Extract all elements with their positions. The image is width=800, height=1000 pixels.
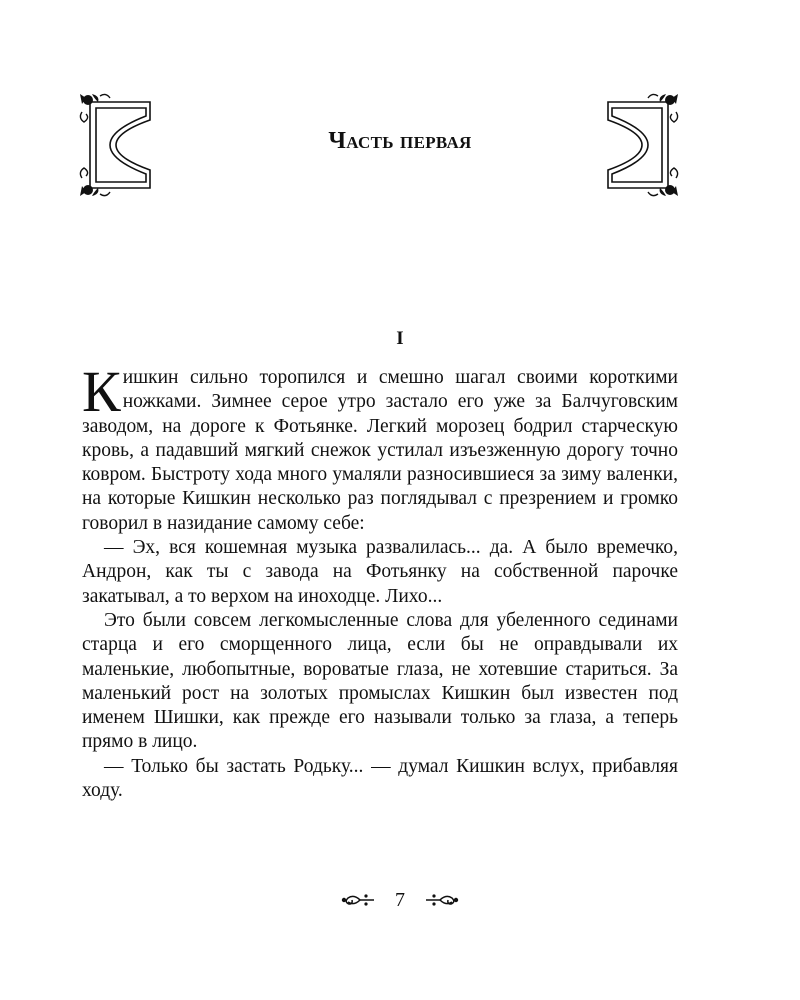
paragraph-1-text: ишкин сильно торопился и смешно шагал своими короткими ножками. Зимнее серое утро застало его уже за Балчуговским заводом, на дороге к Фотьянке. Легкий морозец бодрил старческую кровь, а падавший мягкий снежок устилал изъезженную дорогу точно ковром. Быстроту хода много умаляли разносившиеся за зиму валенки, на которые Кишкин несколько раз поглядывал с презрением и громко говорил в назидание самому себе: [82, 367, 678, 534]
footer-ornament-left-icon [340, 892, 376, 908]
chapter-number: I [396, 328, 404, 349]
paragraph-2: — Эх, вся кошемная музыка развалилась... да. А было времечко, Андрон, как ты с завода на Фотьянку на собственной парочке закатывал, а то верхом на иноходце. Лихо... [82, 537, 678, 607]
page-number: 7 [395, 888, 405, 911]
footer-ornament-right-icon [424, 892, 460, 908]
part-title: Часть первая [328, 128, 472, 154]
drop-cap: К [82, 359, 121, 424]
paragraph-3: Это были совсем легкомысленные слова для убеленного сединами старца и его сморщенного лица, если бы не оправдывали их маленькие, любопытные, вороватые глаза, не хотевшие стариться. За маленький рост на золотых промыслах Кишкин был известен под именем Шишки, как прежде его называли только за глаза, а теперь прямо в лицо. [82, 609, 678, 753]
chapter-body-text [82, 359, 678, 803]
paragraph-4: — Только бы застать Родьку... — думал Кишкин вслух, прибавляя ходу. [82, 755, 678, 802]
page-footer [0, 888, 800, 912]
paragraph-1 [82, 359, 678, 536]
